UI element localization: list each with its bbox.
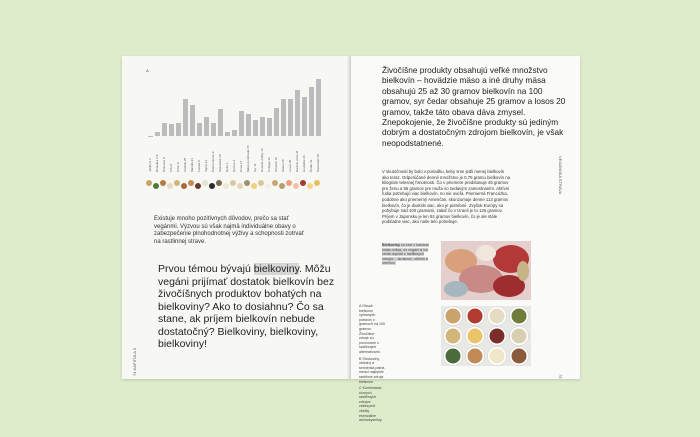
chart-category-label: Mandle 21 — [190, 157, 194, 172]
headline-highlight: bielkoviny — [253, 263, 300, 275]
chart-category-label: Losos 25 — [288, 159, 292, 172]
chart-bar — [316, 79, 321, 136]
chart-bar — [281, 99, 286, 137]
food-illustration — [230, 180, 236, 186]
chart-bar — [239, 111, 244, 137]
chart-bar — [197, 123, 202, 137]
food-illustration — [244, 180, 250, 186]
food-illustration — [251, 183, 257, 189]
meat-fish-photo — [441, 241, 531, 300]
bowl-contents — [468, 349, 483, 364]
body-text — [382, 169, 512, 225]
page-footer-right: 75 — [558, 374, 563, 379]
bowl-contents — [512, 309, 527, 324]
headline-start: Prvou témou bývajú — [158, 263, 254, 275]
food-illustration — [293, 183, 299, 189]
food-illustration — [181, 183, 187, 189]
food-illustration — [223, 183, 229, 189]
chart-bar — [183, 99, 188, 137]
chart-category-label: Čierna fazuľa 9 — [211, 151, 215, 172]
chart-bar — [211, 123, 216, 137]
bowl-contents — [512, 349, 527, 364]
food-illustration — [286, 180, 292, 186]
photo-caption-strong: Bielkoviny — [382, 243, 400, 247]
chart-category-label: Quinoa 4 — [232, 159, 236, 172]
protein-bar-chart — [142, 72, 322, 172]
food-illustration — [174, 180, 180, 186]
chart-bar — [148, 136, 153, 137]
headline-rest: . Môžu vegáni prijímať dostatok bielkovín bez živočíšnych produktov bohatých na bielkoviny? Ako to dosiahnu? Čo sa stane, ak príjem bielkovín nebude dostatočný? Bielkoviny, bielkoviny, bielkoviny! — [158, 263, 335, 350]
chart-bar — [169, 124, 174, 136]
chart-bar — [155, 132, 160, 136]
food-illustration — [209, 183, 215, 189]
chart-category-label: Šošovica 9 — [162, 157, 166, 172]
chart-category-label: Mäsová náhrada 15 — [246, 145, 250, 172]
chart-category-label: Kuracie prsia 31 — [295, 150, 299, 172]
food-illustration — [258, 180, 264, 186]
food-illustration — [237, 183, 243, 189]
chart-category-label: Syr 11 — [253, 163, 257, 172]
chart-category-label: Fazuľa 9 — [197, 160, 201, 172]
chart-category-label: Seitan 25 — [281, 159, 285, 172]
food-illustration — [160, 180, 166, 186]
left-page — [122, 56, 351, 379]
side-note: A Obsah bielkovín vybraných potravín v gramoch na 100 gramov. Živočíšne zdroje sú porovnané s rastlinnými alternatívami. — [359, 304, 385, 354]
chart-category-label: Arašidy 25 — [183, 157, 187, 172]
chart-bar — [260, 117, 265, 137]
side-label: VEGÁNSKA STRAVA — [558, 156, 563, 195]
chart-bar — [274, 108, 279, 137]
chart-bar — [232, 130, 237, 136]
food-illustration — [153, 183, 159, 189]
chart-bar — [246, 114, 251, 137]
side-note: C Kombinácia rôznych rastlinných zdrojov zabezpečí všetky esenciálne aminokyseliny. — [359, 386, 383, 423]
headline — [158, 263, 343, 351]
chart-marker: A — [146, 68, 149, 73]
chart-bar — [204, 117, 209, 137]
food-illustration — [265, 183, 271, 189]
chart-category-label: Brokolica 2.8 — [155, 154, 159, 172]
body-text-content: V skutočnosti by bolo v poriadku, keby sme jedli menej bielkovín ako teraz. Odporúčané denné množstvo je 0,75 gramu bielkovín na kilogram telesnej hmotnosti. Čo v priemere predstavuje 45 gramov pre ženu a 55 gramov pre muža so sedavým zamestnaním. Aktívni ľudia potrebujú viac bielkovín, no nie oveľa. Priemerná Francúzka, podobne ako priemerný Američan, skonzumuje denne 113 gramov bielkovín, čo je dvakrát viac, ako je potrebné. Zvyšok Európy sa pohybuje nad 100 gramami, zatiaľ čo v Izraeli je to 126 gramov. Príjem v Japonsku je len 92 gramov bielkovín, čo je ale stále podstatne viac, ako naše telo potrebuje. — [382, 169, 511, 225]
bowl-contents — [490, 349, 505, 364]
bowl-contents — [512, 329, 527, 344]
bowl-contents — [468, 329, 483, 344]
chart-bar — [295, 90, 300, 137]
bowl-contents — [446, 349, 461, 364]
intro-text: Existuje mnoho pozitívnych dôvodov, prečo sa stať vegánmi. Výzvou sú však najmä individuálne obavy o zabezpečenie plnohodnotnej výživy a schopnosti zotrvať na rastlinnej strave. — [154, 216, 305, 245]
bowl-contents — [446, 309, 461, 324]
chart-bar — [309, 87, 314, 137]
pull-quote: Živočíšne produkty obsahujú veľké množstvo bielkovín – hovädzie mäso a iné druhy mäsa obsahujú 25 až 30 gramov bielkovín na 100 gramov, syr čedar obsahuje 25 gramov a losos 20 gramov, takže táto obava dáva zmysel. Znepokojenie, že živočíšne produkty sú jediným dobrým a dostatočným zdrojom bielkovín, je však neopodstatnené. — [382, 65, 566, 148]
chart-category-label: Tofu 8 — [169, 163, 173, 172]
bowl-contents — [490, 329, 505, 344]
bowl-contents — [446, 329, 461, 344]
food-illustration — [279, 183, 285, 189]
chart-category-label: Vajcia 13 — [204, 159, 208, 172]
food-illustration — [146, 180, 152, 186]
food-illustration — [202, 180, 208, 186]
food-illustration — [300, 180, 306, 186]
food-illustration — [307, 183, 313, 189]
chart-category-label: Cícer 9 — [176, 162, 180, 172]
bowl-contents — [490, 309, 505, 324]
food-illustration — [195, 183, 201, 189]
bowl-contents — [468, 309, 483, 324]
chart-category-label: Čedar 33 — [309, 159, 313, 172]
chart-bar — [302, 97, 307, 136]
food-illustration — [216, 180, 222, 186]
chart-category-label: Tempeh 19 — [274, 157, 278, 172]
chart-category-label: Ryža 3 — [225, 162, 229, 172]
food-illustration — [272, 180, 278, 186]
chart-category-label: Hovädzie 26 — [302, 155, 306, 172]
food-illustrations — [142, 178, 332, 192]
legumes-photo — [441, 306, 531, 366]
chart-bar — [267, 118, 272, 136]
photo-caption — [382, 243, 436, 266]
side-notes — [359, 304, 385, 425]
chart-category-label: Cottage 12 — [267, 157, 271, 172]
chart-bar — [253, 120, 258, 137]
chart-bar — [190, 105, 195, 137]
open-book — [122, 56, 580, 423]
chart-category-label: Ovos 17 — [239, 160, 243, 172]
chart-category-label: Jablko 0.3 — [148, 158, 152, 172]
food-illustration — [167, 183, 173, 189]
chart-bar — [288, 99, 293, 137]
chart-category-label: Semienka 18 — [218, 154, 222, 172]
chart-bar — [176, 123, 181, 137]
chart-category-label: Parmezán 38 — [316, 154, 320, 172]
chart-category-label: Ovsené vločky 13 — [260, 148, 264, 172]
right-page — [351, 56, 580, 423]
food-illustration — [314, 180, 320, 186]
page-footer-left: 74 KAPITOLA 5 — [132, 347, 137, 376]
side-note: B Strukoviny, obilniny a semienká patria medzi najlepšie rastlinné zdroje bielkovín. — [359, 356, 385, 384]
chart-bar — [225, 132, 230, 137]
chart-bar — [218, 109, 223, 136]
chart-bar — [162, 123, 167, 137]
food-illustration — [188, 180, 194, 186]
photo-caption-text: sú síce v každom kúsku mäsa, no vegáni si ich vedia dopriať z rastlinných zdrojov – strukovín, obilnín a orechov. — [382, 243, 429, 266]
